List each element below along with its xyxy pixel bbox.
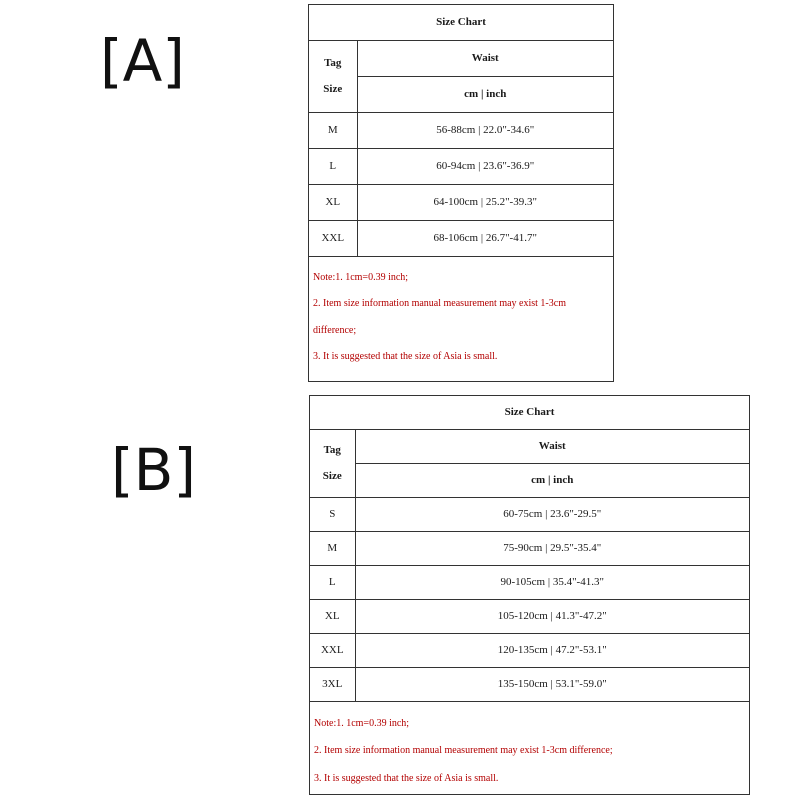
note-line: 2. Item size information manual measurement may exist 1-3cm difference; bbox=[314, 745, 613, 756]
waist-cell: 60-94cm | 23.6"-36.9" bbox=[357, 148, 613, 184]
size-chart-a bbox=[308, 4, 614, 382]
chart-title: Size Chart bbox=[310, 396, 749, 429]
panel-label-a: [A] bbox=[100, 27, 185, 95]
size-cell: 3XL bbox=[310, 667, 355, 701]
table-row bbox=[310, 531, 749, 565]
size-label: Size bbox=[322, 470, 342, 482]
table-row bbox=[309, 112, 613, 148]
table-row bbox=[310, 497, 749, 531]
note-line: 2. Item size information manual measurement may exist 1-3cm bbox=[313, 298, 566, 309]
panel-label-b: [B] bbox=[111, 436, 197, 504]
waist-cell: 135-150cm | 53.1"-59.0" bbox=[355, 667, 749, 701]
size-cell: L bbox=[310, 565, 355, 599]
table-row bbox=[310, 565, 749, 599]
waist-cell: 75-90cm | 29.5"-35.4" bbox=[355, 531, 749, 565]
waist-cell: 120-135cm | 47.2"-53.1" bbox=[355, 633, 749, 667]
notes bbox=[310, 702, 749, 793]
size-label: Size bbox=[323, 83, 343, 95]
size-cell: XL bbox=[310, 599, 355, 633]
note-line: Note:1. 1cm=0.39 inch; bbox=[314, 717, 410, 729]
waist-cell: 56-88cm | 22.0"-34.6" bbox=[357, 112, 613, 148]
size-cell: XXL bbox=[310, 633, 355, 667]
unit-header: cm | inch bbox=[355, 463, 749, 497]
size-cell: L bbox=[309, 148, 357, 184]
notes bbox=[309, 257, 613, 371]
waist-cell: 90-105cm | 35.4"-41.3" bbox=[355, 565, 749, 599]
waist-cell: 64-100cm | 25.2"-39.3" bbox=[357, 184, 613, 220]
waist-cell: 105-120cm | 41.3"-47.2" bbox=[355, 599, 749, 633]
table-row bbox=[310, 599, 749, 633]
note-line: 3. It is suggested that the size of Asia is small. bbox=[314, 772, 499, 784]
table-row bbox=[310, 633, 749, 667]
size-table bbox=[310, 396, 749, 702]
size-cell: XL bbox=[309, 184, 357, 220]
tag-label: Tag bbox=[324, 57, 342, 69]
note-line: 3. It is suggested that the size of Asia is small. bbox=[313, 351, 498, 362]
size-table bbox=[309, 5, 613, 257]
waist-header: Waist bbox=[357, 40, 613, 76]
note-line: Note:1. 1cm=0.39 inch; bbox=[313, 271, 409, 283]
tag-size-header bbox=[309, 40, 357, 112]
table-row bbox=[309, 184, 613, 220]
waist-cell: 60-75cm | 23.6"-29.5" bbox=[355, 497, 749, 531]
tag-label: Tag bbox=[323, 444, 341, 456]
chart-title: Size Chart bbox=[309, 5, 613, 40]
table-row bbox=[309, 148, 613, 184]
table-row bbox=[309, 220, 613, 256]
size-cell: S bbox=[310, 497, 355, 531]
size-chart-b bbox=[309, 395, 750, 795]
size-cell: M bbox=[309, 112, 357, 148]
note-line: difference; bbox=[313, 324, 357, 336]
tag-size-header bbox=[310, 429, 355, 497]
unit-header: cm | inch bbox=[357, 76, 613, 112]
size-cell: M bbox=[310, 531, 355, 565]
waist-header: Waist bbox=[355, 429, 749, 463]
table-row bbox=[310, 667, 749, 701]
size-cell: XXL bbox=[309, 220, 357, 256]
waist-cell: 68-106cm | 26.7"-41.7" bbox=[357, 220, 613, 256]
